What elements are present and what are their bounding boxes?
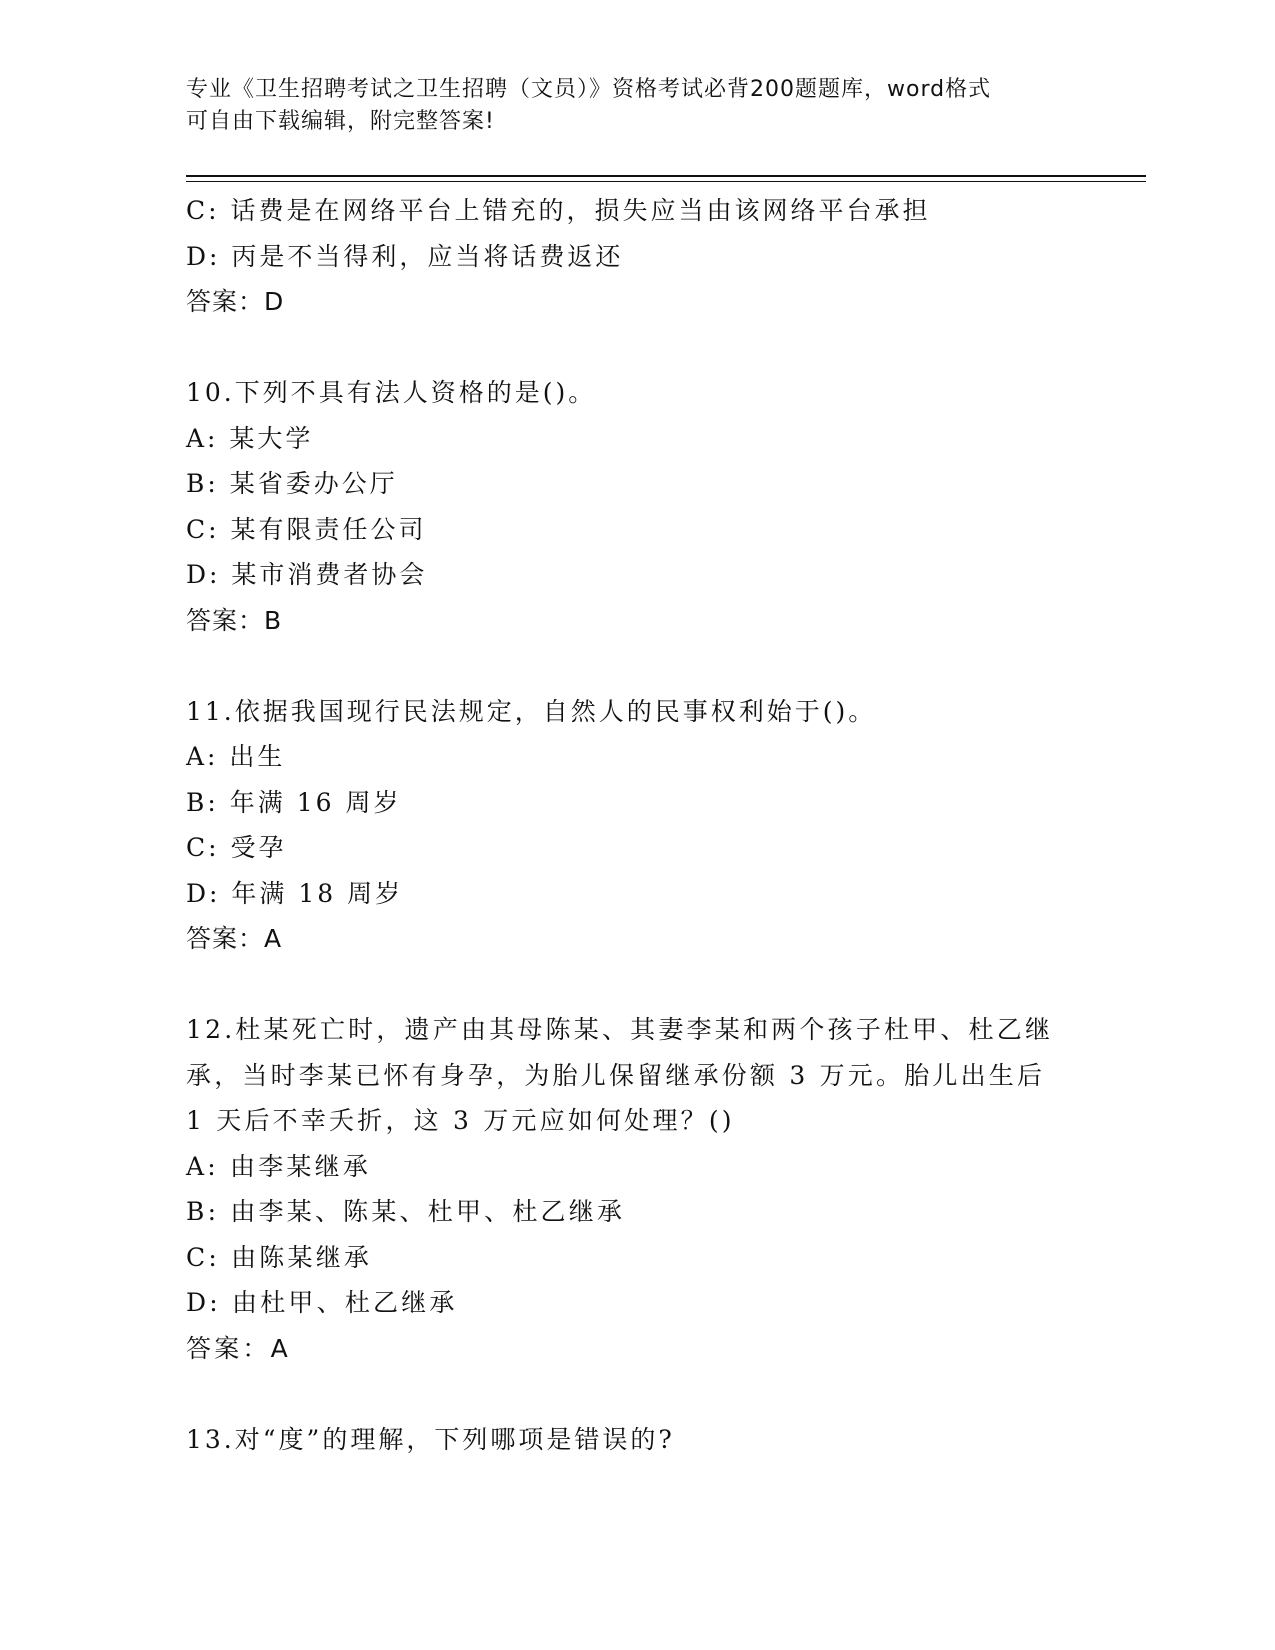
answer-line: 答案：D [186,287,285,316]
spacer [186,325,1086,371]
question-stem: 10.下列不具有法人资格的是()。 [186,378,597,407]
option-c: C: 受孕 [186,833,287,862]
question-stem-line-1: 12.杜某死亡时，遗产由其母陈某、其妻李某和两个孩子杜甲、杜乙继 [186,1015,1054,1044]
header-divider-thin [186,181,1146,182]
header-line-2: 可自由下载编辑，附完整答案! [186,109,495,134]
answer-line: 答案：A [186,924,283,953]
answer-line: 答案：A [186,1333,291,1363]
option-d: D: 年满 18 周岁 [186,878,404,908]
option-a: A: 出生 [186,742,286,771]
option-c: C: 某有限责任公司 [186,514,427,544]
question-10 [186,370,1086,643]
spacer [186,643,1086,689]
document-header [186,74,1066,138]
question-stem: 11.依据我国现行民法规定，自然人的民事权利始于()。 [186,696,877,726]
answer-line: 答案：B [186,605,283,635]
header-divider-thick [186,175,1146,177]
spacer [186,962,1086,1008]
option-c: C: 由陈某继承 [186,1242,373,1272]
question-stem-line-3: 1 天后不幸夭折，这 3 万元应如何处理？() [186,1106,735,1135]
option-a: A: 由李某继承 [186,1151,372,1181]
option-d: D: 由杜甲、杜乙继承 [186,1288,458,1317]
question-11 [186,689,1086,962]
question-stem-line-2: 承，当时李某已怀有身孕，为胎儿保留继承份额 3 万元。胎儿出生后 [186,1060,1046,1090]
option-d: D: 丙是不当得利，应当将话费返还 [186,241,624,271]
question-12 [186,1007,1086,1371]
option-b: B: 某省委办公厅 [186,469,398,498]
option-b: B: 由李某、陈某、杜甲、杜乙继承 [186,1197,626,1226]
question-13 [186,1417,1086,1463]
option-b: B: 年满 16 周岁 [186,787,402,817]
option-c: C: 话费是在网络平台上错充的，损失应当由该网络平台承担 [186,196,931,225]
document-body [186,188,1086,1462]
option-a: A: 某大学 [186,423,314,453]
header-line-1: 专业《卫生招聘考试之卫生招聘（文员）》资格考试必背200题题库，word格式 [186,77,992,102]
question-stem: 13.对“度”的理解，下列哪项是错误的? [186,1424,675,1454]
spacer [186,1371,1086,1417]
option-d: D: 某市消费者协会 [186,560,428,589]
